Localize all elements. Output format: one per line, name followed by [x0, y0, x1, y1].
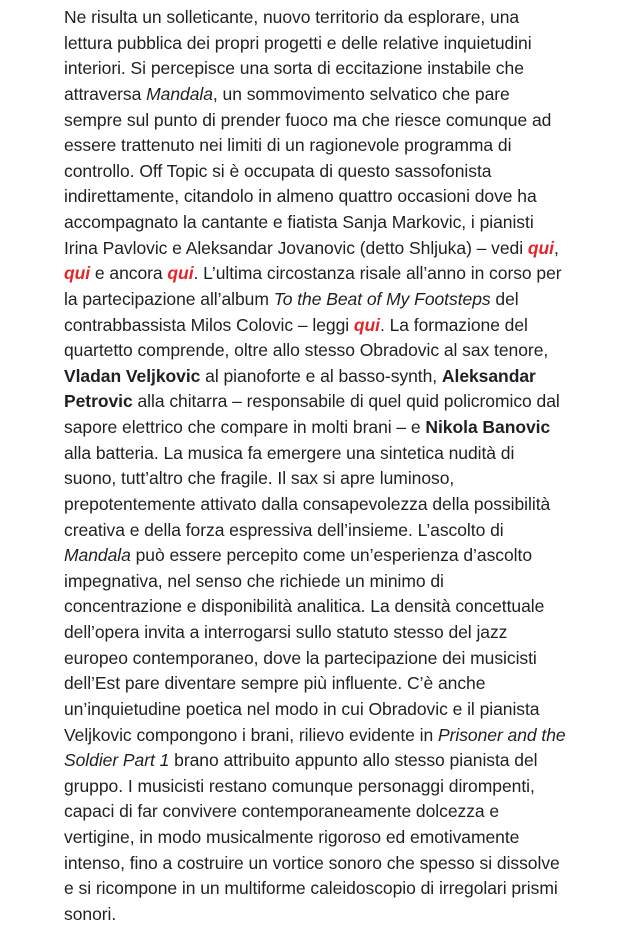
text-line [64, 210, 614, 236]
text-line [64, 364, 614, 390]
text-run: lettura pubblica dei propri progetti e delle relative inquietudini [64, 32, 532, 53]
text-run: brano attribuito appunto allo stesso pianista del [169, 750, 538, 771]
text-line [64, 287, 614, 313]
text-run: Ne risulta un solleticante, nuovo territorio da esplorare, una [64, 7, 520, 27]
text-run: Irina Pavlovic e Aleksandar Jovanovic (detto Shljuka) – vedi [64, 237, 528, 258]
text-run: Mandala [64, 545, 131, 566]
text-line [64, 902, 614, 928]
text-run: Nikola Banovic [425, 417, 551, 437]
text-run: concentrazione e disponibilità analitica. La densità concettuale [64, 596, 545, 617]
text-line [64, 543, 614, 569]
text-run: del [490, 288, 519, 309]
text-run: . L’ultima circostanza risale all’anno in corso per [193, 263, 562, 284]
text-run: indirettamente, citandolo in almeno quattro occasioni dove ha [64, 186, 537, 207]
text-run: alla batteria. La musica fa emergere una sintetica nudità di [64, 442, 515, 463]
text-line [64, 774, 614, 800]
text-run: creativa e della forza espressiva dell’insieme. L’ascolto di [64, 519, 504, 540]
text-line [64, 338, 614, 364]
text-line [64, 825, 614, 851]
text-line [64, 620, 614, 646]
text-line [64, 415, 614, 441]
text-line [64, 671, 614, 697]
text-line [64, 261, 614, 287]
text-line [64, 159, 614, 185]
link-qui[interactable]: qui [167, 263, 194, 284]
text-line [64, 646, 614, 672]
text-line [64, 184, 614, 210]
text-run: dell’opera invita a interrogarsi sullo statuto stesso del jazz [64, 622, 508, 642]
text-run: può essere percepito come un’esperienza d’ascolto [130, 545, 532, 566]
text-run: e ancora [90, 263, 168, 284]
text-run: Vladan Veljkovic [64, 365, 201, 386]
text-run: Soldier Part 1 [64, 750, 170, 771]
text-line [64, 697, 614, 723]
link-qui[interactable]: qui [64, 263, 91, 284]
text-line [64, 31, 614, 57]
text-run: Veljkovic compongono i brani, rilievo evidente in [64, 724, 438, 745]
text-run: vertigine, in modo musicalmente rigoroso ed emotivamente [64, 827, 520, 847]
text-line [64, 56, 614, 82]
text-run: accompagnato la cantante e fiatista Sanja Markovic, i pianisti [64, 212, 534, 232]
text-run: controllo. Off Topic si è occupata di questo sassofonista [64, 160, 492, 181]
text-line [64, 569, 614, 595]
text-run: . La formazione del [380, 314, 528, 335]
text-line [64, 236, 614, 262]
text-line [64, 748, 614, 774]
text-line [64, 594, 614, 620]
text-line [64, 492, 614, 518]
text-line [64, 82, 614, 108]
text-run: attraversa [64, 83, 147, 104]
link-qui[interactable]: qui [353, 314, 380, 335]
text-run: suono, tutt’altro che fragile. Il sax si apre luminoso, [64, 468, 455, 489]
text-line [64, 389, 614, 415]
text-run: prepotentemente attivato dalla consapevolezza della possibilità [64, 493, 551, 514]
text-run: intenso, fino a costruire un vortice sonoro che spesso si dissolve [64, 852, 560, 873]
text-run: capaci di far convivere contemporaneamente dolcezza e [64, 801, 500, 822]
text-run: To the Beat of My Footsteps [273, 288, 491, 309]
text-run: quartetto comprende, oltre allo stesso Obradovic al sax tenore, [64, 340, 549, 361]
text-line [64, 723, 614, 749]
text-run: alla chitarra – responsabile di quel quid policromico dal [132, 391, 560, 412]
text-run: sempre sul punto di prender fuoco ma che riesce comunque ad [64, 109, 552, 130]
text-run: al pianoforte e al basso-synth, [200, 365, 442, 386]
text-run: contrabbassista Milos Colovic – leggi [64, 314, 354, 335]
text-run: europeo contemporaneo, dove la partecipazione dei musicisti [64, 647, 537, 668]
text-line [64, 5, 614, 31]
text-run: Petrovic [64, 391, 133, 412]
text-run: un’inquietudine poetica nel modo in cui Obradovic e il pianista [64, 698, 540, 719]
text-run: Prisoner and the [437, 724, 566, 745]
text-line [64, 108, 614, 134]
text-run: la partecipazione all’album [64, 288, 274, 309]
text-run: sonori. [64, 903, 117, 924]
text-line [64, 851, 614, 877]
text-line [64, 441, 614, 467]
text-line [64, 518, 614, 544]
text-line [64, 313, 614, 339]
text-line [64, 466, 614, 492]
text-run: gruppo. I musicisti restano comunque personaggi dirompenti, [64, 775, 535, 796]
text-run: e si ricompone in un multiforme caleidoscopio di irregolari prismi [64, 878, 558, 899]
text-run: Mandala [146, 83, 213, 104]
text-run: sapore elettrico che compare in molti brani – e [64, 417, 426, 437]
text-run: Aleksandar [441, 365, 536, 386]
text-run: dell’Est pare diventare sempre più influente. C’è anche [64, 673, 486, 694]
text-line [64, 876, 614, 902]
link-qui[interactable]: qui [527, 237, 554, 258]
text-line [64, 133, 614, 159]
text-run: , un sommovimento selvatico che pare [212, 83, 510, 104]
text-run: , [553, 237, 559, 258]
text-run: interiori. Si percepisce una sorta di eccitazione instabile che [64, 58, 524, 79]
text-line [64, 799, 614, 825]
text-run: impegnativa, nel senso che richiede un minimo di [64, 570, 444, 591]
text-run: essere trattenuto nei limiti di un ragionevole programma di [64, 135, 512, 156]
